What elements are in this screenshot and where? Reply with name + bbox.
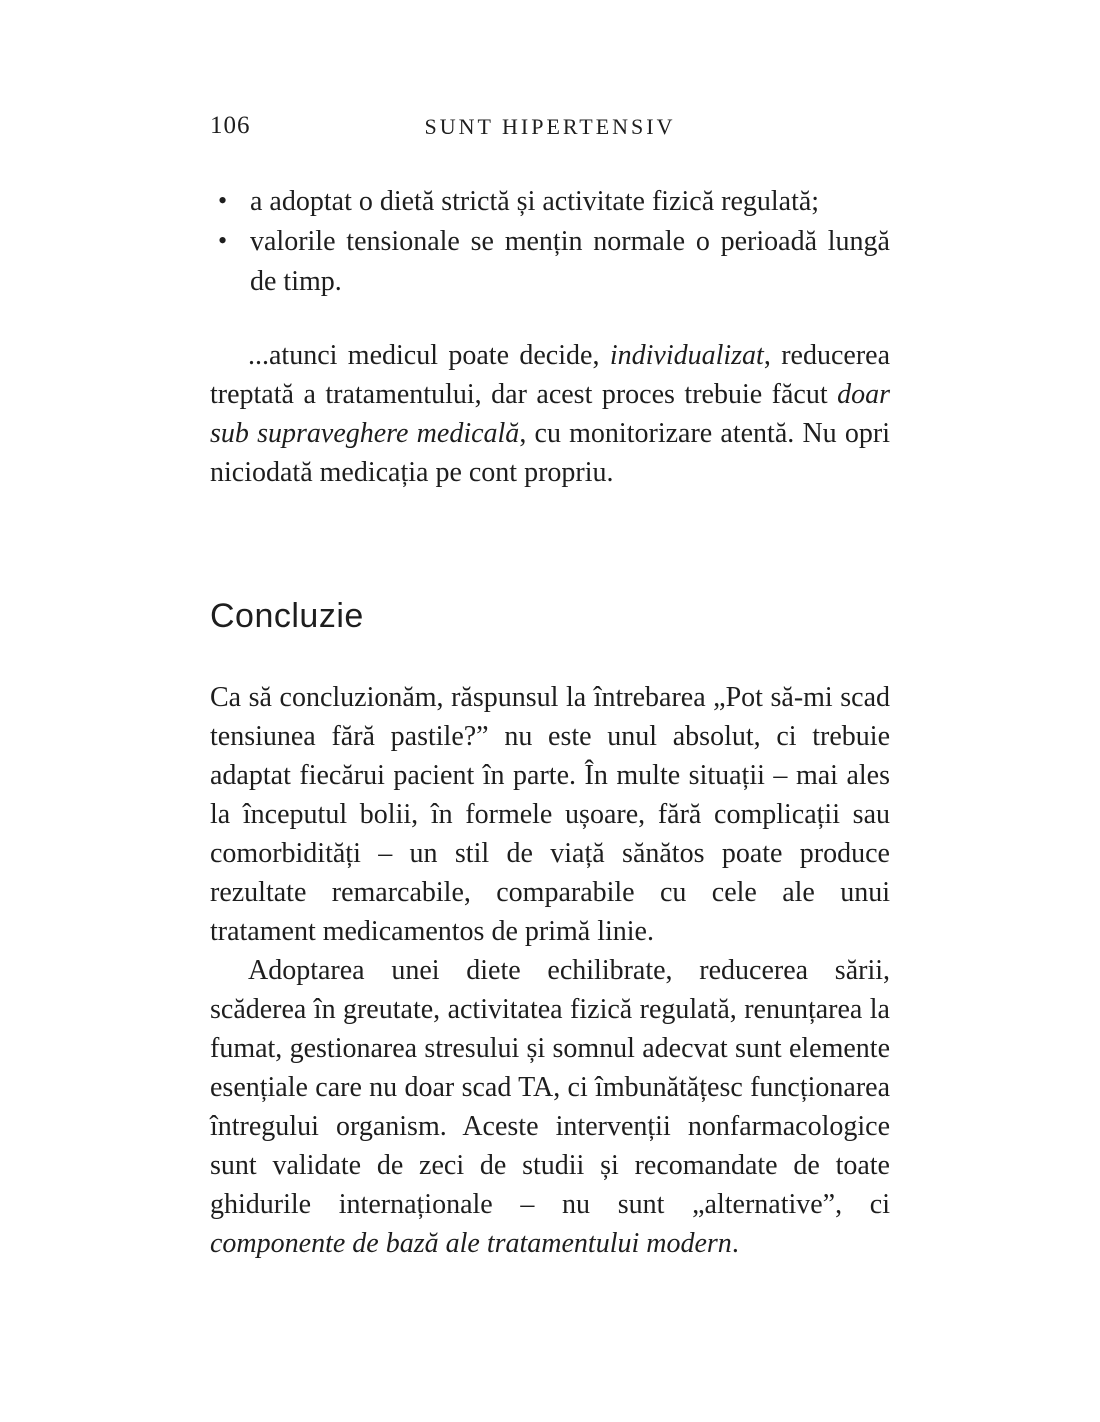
bullet-icon: • bbox=[218, 226, 228, 255]
bullet-list bbox=[210, 182, 890, 302]
page-header bbox=[210, 112, 890, 142]
paragraph-conclusion-2: Adoptarea unei diete echilibrate, reducerea sării, scăderea în greutate, activitatea fizică regulată, renunțarea la fumat, gestionarea stresului și somnul adecvat sunt elemente esențiale care nu doar scad TA, ci îmbunătățesc funcționarea întregului organism. Aceste intervenții nonfarmacologice sunt validate de zeci de studii și recomandate de toate ghidurile internaționale – nu sunt „alternative”, ci componente de bază ale tratamentului modern. bbox=[210, 955, 890, 1259]
page-number: 106 bbox=[210, 112, 251, 139]
list-item bbox=[210, 182, 890, 222]
list-item bbox=[210, 222, 890, 302]
paragraph-conclusion-1: Ca să concluzionăm, răspunsul la întrebarea „Pot să-mi scad tensiunea fără pastile?” nu este unul absolut, ci trebuie adaptat fiecărui pacient în parte. În multe situații – mai ales la începutul bolii, în formele ușoare, fără complicații sau comorbidități – un stil de viață sănătos poate produce rezultate remarcabile, comparabile cu cele ale unui tratament medicamentos de primă linie. bbox=[210, 682, 890, 947]
bullet-text: a adoptat o dietă strictă și activitate fizică regulată; bbox=[250, 186, 820, 217]
paragraph-medical-note: ...atunci medicul poate decide, individualizat, reducerea treptată a tratamentului, dar acest proces trebuie făcut doar sub supraveghere medicală, cu monitorizare atentă. Nu opri niciodată medicația pe cont propriu. bbox=[210, 340, 890, 488]
bullet-text: valorile tensionale se mențin normale o perioadă lungă de timp. bbox=[250, 226, 890, 297]
running-head: SUNT HIPERTENSIV bbox=[424, 114, 676, 139]
bullet-icon: • bbox=[218, 186, 228, 215]
section-heading: Concluzie bbox=[210, 597, 364, 635]
